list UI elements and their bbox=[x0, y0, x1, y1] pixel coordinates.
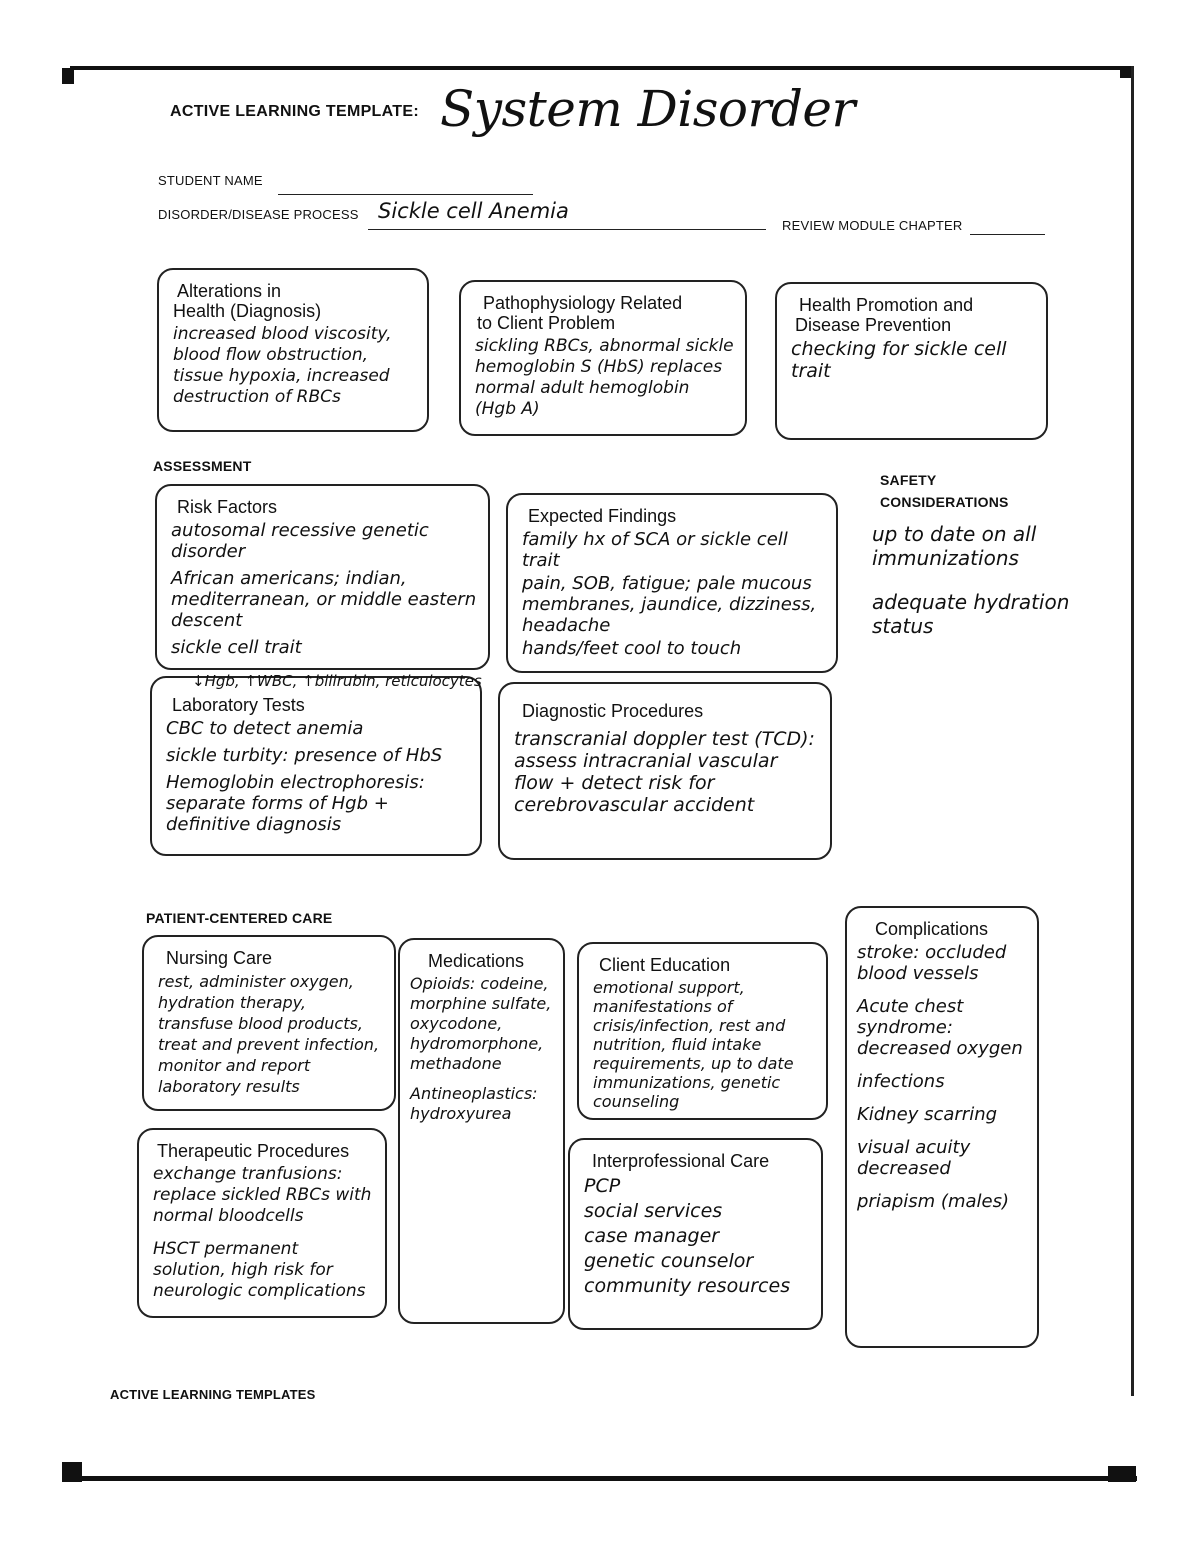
safety-item: up to date on all immunizations bbox=[872, 522, 1037, 570]
disorder-line[interactable] bbox=[368, 229, 766, 230]
medication-item: Antineoplastics: hydroxyurea bbox=[410, 1084, 538, 1123]
therapeutic-procedure-item: exchange tranfusions: replace sickled RBCs with normal bloodcells bbox=[153, 1164, 372, 1226]
expected-findings-title: Expected Findings bbox=[528, 506, 677, 526]
alterations-title-line2: Health (Diagnosis) bbox=[173, 301, 322, 321]
medications-title: Medications bbox=[428, 951, 525, 971]
client-education-title: Client Education bbox=[599, 955, 731, 975]
complication-item: Kidney scarring bbox=[857, 1104, 998, 1125]
safety-label-line2: CONSIDERATIONS bbox=[880, 494, 1009, 510]
template-title: System Disorder bbox=[440, 80, 855, 138]
review-module-line[interactable] bbox=[970, 234, 1045, 235]
assessment-label: ASSESSMENT bbox=[153, 458, 252, 474]
pathophysiology-text: sickling RBCs, abnormal sickle hemoglobin S (HbS) replaces normal adult hemoglobin (Hgb A) bbox=[475, 336, 734, 419]
scan-corner-mark bbox=[1108, 1466, 1136, 1482]
complication-item: visual acuity decreased bbox=[857, 1137, 971, 1179]
alterations-text: increased blood viscosity, blood flow obstruction, tissue hypoxia, increased destruction of RBCs bbox=[173, 324, 392, 407]
interprofessional-item: community resources bbox=[584, 1275, 791, 1297]
expected-finding-item: hands/feet cool to touch bbox=[522, 638, 742, 659]
disorder-label: DISORDER/DISEASE PROCESS bbox=[158, 207, 359, 222]
interprofessional-care-title: Interprofessional Care bbox=[592, 1151, 770, 1171]
page-border-bottom bbox=[62, 1476, 1137, 1481]
diagnostic-procedures-box bbox=[498, 682, 832, 860]
pathophysiology-box bbox=[459, 280, 747, 436]
risk-factor-item: African americans; indian, mediterranean, or middle eastern descent bbox=[171, 568, 477, 631]
student-name-line[interactable] bbox=[278, 194, 533, 195]
alterations-in-health-box bbox=[157, 268, 429, 432]
scan-corner-mark bbox=[62, 68, 74, 84]
review-module-label: REVIEW MODULE CHAPTER bbox=[782, 218, 963, 233]
laboratory-tests-title: Laboratory Tests bbox=[172, 695, 305, 715]
medications-box bbox=[398, 938, 565, 1324]
lab-test-item: sickle turbity: presence of HbS bbox=[166, 745, 443, 766]
interprofessional-item: genetic counselor bbox=[584, 1250, 754, 1272]
interprofessional-item: case manager bbox=[584, 1225, 720, 1247]
medication-item: Opioids: codeine, morphine sulfate, oxycodone, hydromorphone, methadone bbox=[410, 974, 552, 1073]
footer-label: ACTIVE LEARNING TEMPLATES bbox=[110, 1387, 316, 1402]
risk-factor-item: autosomal recessive genetic disorder bbox=[171, 520, 429, 562]
client-education-box bbox=[577, 942, 828, 1120]
page-border-top bbox=[70, 66, 1130, 70]
complication-item: infections bbox=[857, 1071, 945, 1092]
complications-title: Complications bbox=[875, 919, 989, 939]
disorder-value[interactable]: Sickle cell Anemia bbox=[378, 199, 569, 223]
safety-label-line1: SAFETY bbox=[880, 472, 937, 488]
interprofessional-care-box bbox=[568, 1138, 823, 1330]
therapeutic-procedures-box bbox=[137, 1128, 387, 1318]
nursing-care-box bbox=[142, 935, 396, 1111]
lab-results-annotation: ↓Hgb, ↑WBC, ↑bilirubin, reticulocytes bbox=[192, 672, 482, 690]
pathophysiology-title-line1: Pathophysiology Related bbox=[483, 293, 683, 313]
student-name-label: STUDENT NAME bbox=[158, 173, 263, 188]
nursing-care-text: rest, administer oxygen, hydration therapy, transfuse blood products, treat and prevent infection, monitor and report laboratory results bbox=[158, 972, 380, 1096]
health-promotion-box bbox=[775, 282, 1048, 440]
interprofessional-item: PCP bbox=[584, 1175, 621, 1197]
interprofessional-item: social services bbox=[584, 1200, 723, 1222]
complications-box bbox=[845, 906, 1039, 1348]
health-promotion-title-line1: Health Promotion and bbox=[799, 295, 974, 315]
complication-item: stroke: occluded blood vessels bbox=[857, 942, 1007, 984]
health-promotion-title-line2: Disease Prevention bbox=[795, 315, 952, 335]
template-label: ACTIVE LEARNING TEMPLATE: bbox=[170, 103, 419, 120]
health-promotion-text: checking for sickle cell trait bbox=[791, 338, 1007, 382]
risk-factor-item: sickle cell trait bbox=[171, 637, 302, 658]
safety-item: adequate hydration status bbox=[872, 590, 1070, 638]
page-border-right bbox=[1131, 66, 1134, 1396]
therapeutic-procedure-item: HSCT permanent solution, high risk for neurologic complications bbox=[153, 1239, 366, 1301]
complication-item: priapism (males) bbox=[857, 1191, 1009, 1212]
lab-test-item: Hemoglobin electrophoresis: separate forms of Hgb + definitive diagnosis bbox=[166, 772, 425, 835]
expected-finding-item: family hx of SCA or sickle cell trait bbox=[522, 529, 788, 571]
complication-item: Acute chest syndrome: decreased oxygen bbox=[857, 996, 1023, 1059]
expected-findings-box bbox=[506, 493, 838, 673]
risk-factors-title: Risk Factors bbox=[177, 497, 278, 517]
nursing-care-title: Nursing Care bbox=[166, 948, 273, 968]
laboratory-tests-box bbox=[150, 672, 482, 856]
pathophysiology-title-line2: to Client Problem bbox=[477, 313, 616, 333]
diagnostic-procedures-title: Diagnostic Procedures bbox=[522, 701, 704, 721]
therapeutic-procedures-title: Therapeutic Procedures bbox=[157, 1141, 350, 1161]
patient-centered-care-label: PATIENT-CENTERED CARE bbox=[146, 910, 333, 926]
diagnostic-procedures-text: transcranial doppler test (TCD): assess intracranial vascular flow + detect risk for cerebrovascular accident bbox=[514, 728, 815, 816]
risk-factors-box bbox=[155, 484, 490, 670]
alterations-title-line1: Alterations in bbox=[177, 281, 282, 301]
lab-test-item: CBC to detect anemia bbox=[166, 718, 364, 739]
expected-finding-item: pain, SOB, fatigue; pale mucous membranes, jaundice, dizziness, headache bbox=[522, 573, 817, 636]
client-education-text: emotional support, manifestations of crisis/infection, rest and nutrition, fluid intake requirements, up to date immunizations, genetic counseling bbox=[593, 978, 794, 1111]
